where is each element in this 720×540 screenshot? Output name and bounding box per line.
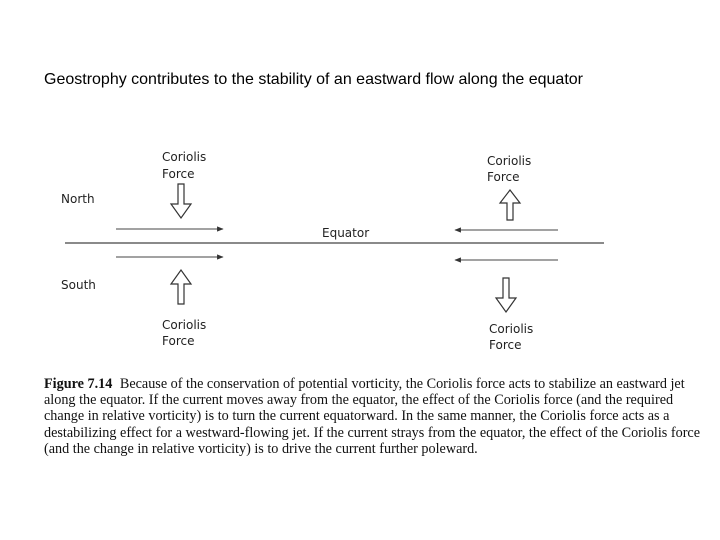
figure-caption — [44, 376, 710, 457]
coriolis-label-east-bottom-line1: Coriolis — [162, 318, 207, 332]
figure-label: Figure 7.14 — [44, 376, 113, 392]
coriolis-label-west-top-line2: Force — [487, 170, 520, 184]
coriolis-arrow-up-icon — [171, 270, 191, 304]
coriolis-arrow-down-icon — [496, 278, 516, 312]
coriolis-label-east-bottom-line2: Force — [162, 334, 195, 348]
north-label: North — [61, 192, 95, 206]
coriolis-arrow-up-icon — [500, 190, 520, 220]
coriolis-label-west-bottom-line1: Coriolis — [489, 322, 534, 336]
coriolis-label-east-top-line2: Force — [162, 167, 195, 181]
south-label: South — [61, 278, 96, 292]
coriolis-label-west-bottom-line2: Force — [489, 338, 522, 352]
equator-label: Equator — [322, 226, 370, 240]
coriolis-arrow-down-icon — [171, 184, 191, 218]
slide-title: Geostrophy contributes to the stability of an eastward flow along the equator — [44, 71, 583, 88]
coriolis-label-east-top-line1: Coriolis — [162, 150, 207, 164]
figure-caption-text: Because of the conservation of potential vorticity, the Coriolis force acts to stabilize an eastward jet along the equator. If the current moves away from the equator, the effect of the Coriolis force (and the required change in relative vorticity) is to turn the current equatorward. In the same manner, the Coriolis force acts as a destabilizing effect for a westward-flowing jet. If the current strays from the equator, the effect of the Coriolis force (and the change in relative vorticity) is to drive the current further poleward. — [44, 376, 701, 457]
coriolis-label-west-top-line1: Coriolis — [487, 154, 532, 168]
